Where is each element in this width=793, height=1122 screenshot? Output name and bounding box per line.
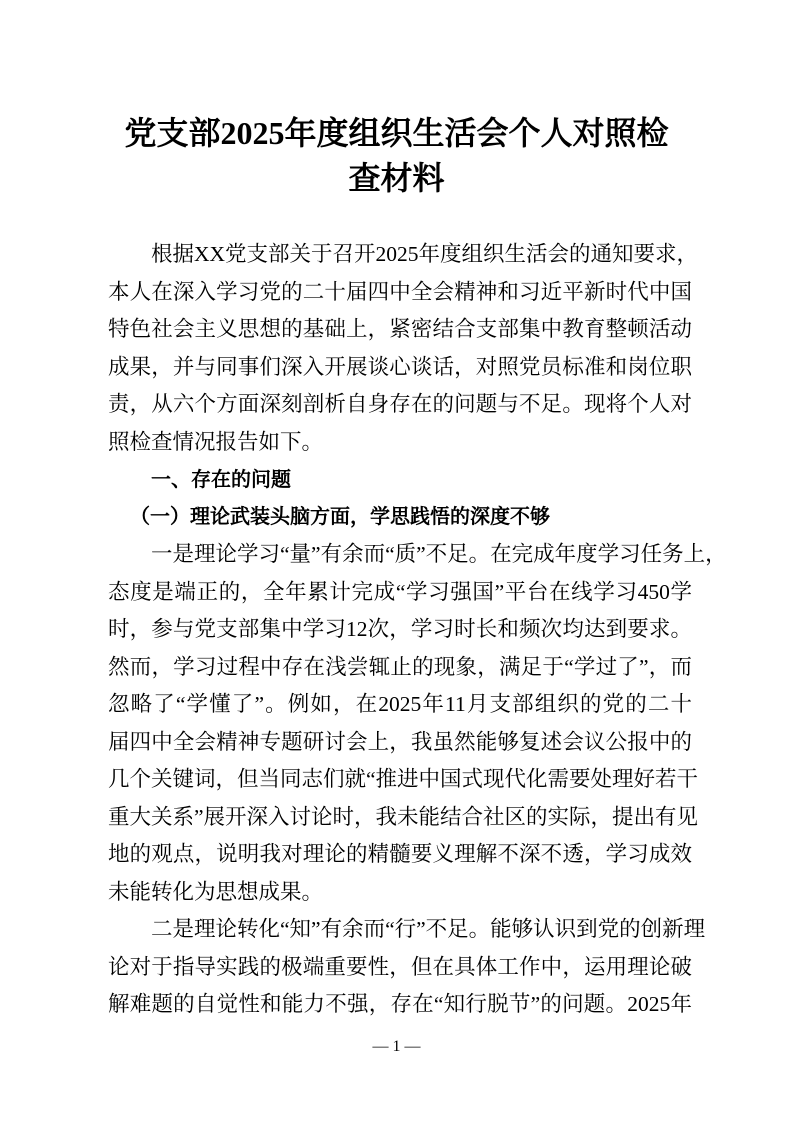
intro-line: 根据XX党支部关于召开2025年度组织生活会的通知要求，	[151, 242, 699, 266]
para1-line: 然而，学习过程中存在浅尝辄止的现象，满足于“学过了”，而	[108, 654, 692, 679]
document-title-line-2: 查材料	[348, 160, 445, 196]
para1-line: 届四中全会精神专题研讨会上，我虽然能够复述会议公报中的	[108, 729, 692, 754]
para1-line: 重大关系”展开深入讨论时，我未能结合社区的实际，提出有见	[108, 804, 699, 829]
para1-line: 态度是端正的，全年累计完成“学习强国”平台在线学习450学	[108, 579, 692, 604]
section-heading: 一、存在的问题	[151, 467, 291, 491]
para1-line: 几个关键词，但当同志们就“推进中国式现代化需要处理好若干	[108, 767, 699, 791]
para1-line: 一是理论学习“量”有余而“质”不足。在完成年度学习任务上，	[151, 542, 727, 566]
document-title-line-1: 党支部2025年度组织生活会个人对照检	[124, 115, 669, 151]
para1-line: 未能转化为思想成果。	[108, 879, 324, 904]
intro-line: 照检查情况报告如下。	[108, 429, 324, 454]
para1-line: 地的观点，说明我对理论的精髓要义理解不深不透，学习成效	[108, 842, 692, 866]
para2-line: 解难题的自觉性和能力不强，存在“知行脱节”的问题。2025年	[108, 992, 692, 1016]
subsection-heading: （一）理论武装头脑方面，学思践悟的深度不够	[130, 505, 550, 528]
para1-line: 时，参与党支部集中学习12次，学习时长和频次均达到要求。	[108, 617, 692, 641]
intro-line: 特色社会主义思想的基础上，紧密结合支部集中教育整顿活动	[108, 317, 692, 341]
document-body	[108, 236, 727, 1024]
para2-line: 论对于指导实践的极端重要性，但在具体工作中，运用理论破	[108, 954, 692, 979]
intro-line: 成果，并与同事们深入开展谈心谈话，对照党员标准和岗位职	[108, 354, 692, 379]
intro-line: 本人在深入学习党的二十届四中全会精神和习近平新时代中国	[108, 279, 692, 304]
para2-line: 二是理论转化“知”有余而“行”不足。能够认识到党的创新理	[151, 917, 706, 941]
page-number: — 1 —	[372, 1038, 421, 1055]
intro-line: 责，从六个方面深刻剖析自身存在的问题与不足。现将个人对	[108, 392, 692, 416]
para1-line: 忽略了“学懂了”。例如，在2025年11月支部组织的党的二十	[108, 692, 692, 716]
